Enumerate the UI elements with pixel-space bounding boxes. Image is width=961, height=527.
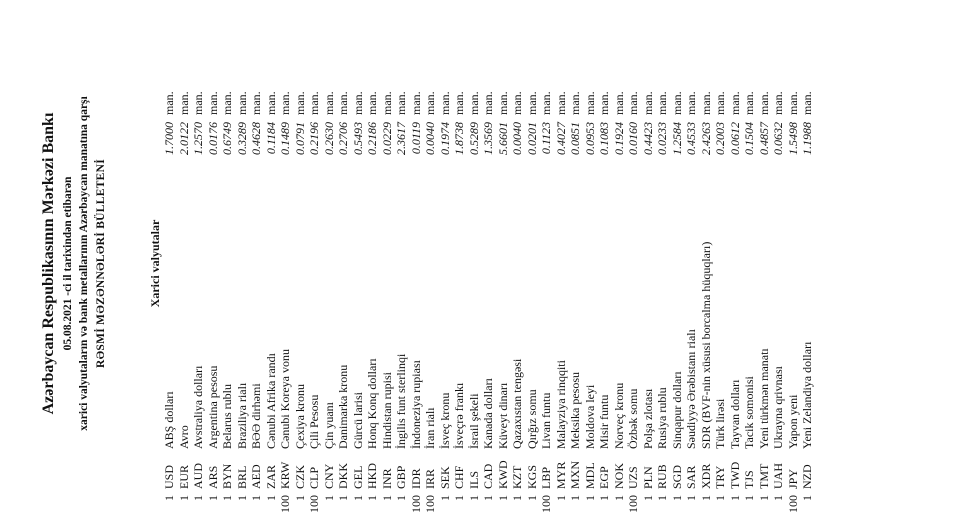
row-currency-name: Avstraliya dolları [191,365,205,449]
row-currency-code: INR [379,468,394,489]
row-rate: 0.0612 [727,122,742,155]
row-currency-name: İngilis funt sterlinqi [394,353,408,449]
row-currency-code: ARS [205,465,220,489]
row-quantity: 100 [626,495,640,513]
row-quantity: 1 [611,495,626,501]
row-rate: 2.4263 [698,122,713,155]
row-currency-name: Qazaxıstan tengəsi [510,358,524,449]
row-currency-code: KGS [524,464,539,489]
row-quantity: 1 [771,495,785,501]
row-quantity: 1 [263,495,278,501]
row-unit: man. [408,91,423,115]
row-currency-name: Səudiyyə Ərəbistanı rialı [684,329,698,449]
row-currency-code: AUD [191,463,205,489]
row-rate: 0.0632 [771,122,785,155]
table-row [380,0,395,527]
row-currency-name: Belarus rublu [220,384,234,449]
row-rate: 0.0229 [379,122,394,155]
row-rate: 0.5289 [466,122,481,155]
row-quantity: 1 [234,495,249,501]
page-subtitle: xarici valyutaların və bank metallarının Azərbaycan manatına qarşı [78,96,90,431]
row-rate: 0.1123 [539,122,553,155]
row-currency-code: LBP [539,466,553,489]
row-unit: man. [234,91,249,115]
row-rate: 0.4027 [553,122,568,155]
row-quantity: 1 [336,495,350,501]
row-currency-code: CAD [481,463,495,489]
row-rate: 0.4628 [249,122,263,155]
row-unit: man. [568,91,582,115]
row-unit: man. [350,91,365,115]
table-row [641,0,656,527]
row-unit: man. [510,91,524,115]
row-rate: 0.1489 [278,122,292,155]
row-currency-code: TRY [713,465,727,489]
row-quantity: 1 [553,495,568,501]
row-rate: 0.1974 [437,122,452,155]
row-rate: 0.0851 [568,122,582,155]
row-quantity: 1 [394,495,408,501]
row-quantity: 1 [350,495,365,501]
table-row [568,0,583,527]
row-unit: man. [394,91,408,115]
row-rate: 0.1184 [263,122,278,155]
row-currency-code: TWD [727,461,742,489]
table-row [728,0,743,527]
row-quantity: 100 [307,495,321,513]
row-quantity: 1 [669,495,684,501]
table-row [510,0,525,527]
row-rate: 0.2706 [336,122,350,155]
row-quantity: 1 [800,495,814,501]
row-currency-name: İsveçrə frankı [452,382,466,449]
row-currency-code: ZAR [263,465,278,489]
row-rate: 0.2630 [321,122,336,155]
row-unit: man. [365,91,379,115]
row-quantity: 1 [727,495,742,501]
row-currency-code: EGP [597,466,611,489]
row-currency-name: Malayziya rinqqiti [553,360,568,449]
row-unit: man. [176,91,191,115]
table-row [249,0,264,527]
row-unit: man. [452,91,466,115]
row-currency-code: MXN [568,460,582,489]
row-unit: man. [336,91,350,115]
row-unit: man. [742,91,756,115]
row-quantity: 1 [292,495,307,501]
row-currency-code: NOK [611,463,626,489]
row-currency-name: Danimarka kronu [336,364,350,449]
row-currency-code: HKD [365,463,379,489]
row-currency-code: BYN [220,463,234,489]
row-currency-name: BƏƏ dirhəmi [249,383,263,449]
row-currency-name: SDR (BVF-nin xüsusi borcalma hüquqları) [698,241,713,449]
row-quantity: 1 [321,495,336,501]
row-currency-name: Livan funtu [539,392,553,449]
row-quantity: 1 [379,495,394,501]
row-currency-code: BRL [234,465,249,489]
table-row [177,0,192,527]
row-currency-name: Yapon yeni [785,394,800,449]
row-quantity: 1 [176,495,191,501]
row-quantity: 1 [756,495,771,501]
row-rate: 5.6601 [495,122,510,155]
row-currency-name: Çili Pesosu [307,394,321,449]
row-currency-code: UZS [626,466,640,489]
row-currency-code: UAH [771,463,785,489]
row-rate: 2.0122 [176,122,191,155]
row-currency-name: Qırğız somu [524,389,539,449]
row-unit: man. [785,91,800,115]
row-currency-name: Meksika pesosu [568,372,582,449]
row-quantity: 100 [785,495,800,513]
row-currency-code: CHF [452,465,466,489]
row-currency-code: XDR [698,463,713,489]
row-currency-code: RUB [655,464,669,489]
row-currency-name: Avro [176,425,191,449]
row-rate: 0.0040 [510,122,524,155]
row-quantity: 1 [162,495,176,501]
row-currency-name: Ukrayna qrivnası [771,366,785,449]
table-row [278,0,293,527]
row-rate: 0.0953 [582,122,597,155]
row-currency-name: Çin yuanı [321,402,336,449]
row-currency-code: EUR [176,465,191,489]
row-currency-name: Braziliya rialı [234,382,249,449]
row-currency-name: Özbək somu [626,388,640,449]
table-row [539,0,554,527]
row-rate: 0.1504 [742,122,756,155]
row-quantity: 1 [249,495,263,501]
row-quantity: 1 [495,495,510,501]
section-heading: Xarici valyutalar [148,219,162,308]
row-rate: 0.5493 [350,122,365,155]
row-rate: 0.0791 [292,122,307,155]
row-currency-code: KWD [495,460,510,489]
row-rate: 1.5498 [785,122,800,155]
row-unit: man. [437,91,452,115]
row-rate: 0.4423 [640,122,655,155]
row-unit: man. [278,91,292,115]
row-currency-code: NZD [800,464,814,489]
row-unit: man. [263,91,278,115]
table-row [162,0,177,527]
row-currency-code: CLP [307,466,321,489]
row-currency-name: Rusiya rublu [655,387,669,449]
row-currency-name: Misir funtu [597,394,611,449]
row-rate: 0.0176 [205,122,220,155]
table-row [351,0,366,527]
row-unit: man. [307,91,321,115]
row-currency-code: KZT [510,465,524,489]
row-currency-code: JPY [785,468,800,489]
row-unit: man. [524,91,539,115]
row-quantity: 1 [220,495,234,501]
row-unit: man. [655,91,669,115]
table-row [713,0,728,527]
table-row [554,0,569,527]
row-rate: 0.2196 [307,122,321,155]
table-row [467,0,482,527]
table-row [394,0,409,527]
row-currency-code: KRW [278,461,292,489]
table-row [583,0,598,527]
row-currency-code: SAR [684,465,698,489]
row-rate: 0.2186 [365,122,379,155]
row-rate: 0.0233 [655,122,669,155]
row-currency-name: Küveyt dinarı [495,382,510,449]
row-currency-code: TMT [756,463,771,489]
table-row [481,0,496,527]
row-unit: man. [756,91,771,115]
row-rate: 0.0040 [423,122,437,155]
row-currency-code: TJS [742,470,756,489]
table-row [742,0,757,527]
row-currency-name: Moldova leyi [582,384,597,449]
row-rate: 0.1083 [597,122,611,155]
row-currency-code: ILS [466,471,481,489]
row-quantity: 1 [698,495,713,501]
row-quantity: 1 [437,495,452,501]
row-currency-name: İsveç kronu [437,392,452,449]
row-currency-code: MYR [553,461,568,489]
row-unit: man. [713,91,727,115]
table-row [365,0,380,527]
row-unit: man. [582,91,597,115]
row-rate: 0.4857 [756,122,771,155]
row-currency-code: CNY [321,463,336,489]
row-unit: man. [495,91,510,115]
table-row [322,0,337,527]
row-currency-name: ABŞ dolları [162,391,176,449]
row-unit: man. [205,91,220,115]
row-unit: man. [423,91,437,115]
row-unit: man. [553,91,568,115]
row-currency-name: Honq Konq dolları [365,358,379,449]
row-unit: man. [727,91,742,115]
row-unit: man. [597,91,611,115]
table-row [220,0,235,527]
row-unit: man. [640,91,655,115]
table-row [655,0,670,527]
row-currency-name: Çexiya kronu [292,384,307,449]
row-quantity: 100 [278,495,292,513]
row-rate: 1.7000 [162,122,176,155]
row-currency-name: Gürcü larisi [350,392,365,449]
row-unit: man. [669,91,684,115]
row-rate: 1.2570 [191,122,205,155]
table-row [452,0,467,527]
page-title: Azərbaycan Respublikasının Mərkəzi Bankı [40,112,57,415]
row-rate: 0.2003 [713,122,727,155]
row-currency-name: Cənubi Koreya vonu [278,349,292,449]
row-unit: man. [191,91,205,115]
row-quantity: 100 [408,495,423,513]
row-currency-name: Cənubi Afrika randı [263,353,278,449]
row-currency-name: Türk lirəsi [713,398,727,449]
row-rate: 0.0119 [408,122,423,155]
row-quantity: 1 [365,495,379,501]
row-quantity: 1 [597,495,611,501]
row-currency-code: IRR [423,468,437,489]
row-unit: man. [539,91,553,115]
row-currency-code: IDR [408,468,423,489]
bulletin-heading: RƏSMİ MƏZƏNNƏLƏRİ BÜLLETENİ [95,158,107,369]
row-unit: man. [220,91,234,115]
row-unit: man. [771,91,785,115]
row-quantity: 1 [205,495,220,501]
table-row [264,0,279,527]
row-currency-name: Sinqapur dolları [669,371,684,449]
row-rate: 0.6749 [220,122,234,155]
table-row [771,0,786,527]
row-currency-code: MDL [582,462,597,489]
table-row [786,0,801,527]
row-quantity: 1 [524,495,539,501]
row-rate: 2.3617 [394,122,408,155]
row-quantity: 1 [655,495,669,501]
row-unit: man. [800,91,814,115]
row-currency-name: Norveç kronu [611,382,626,449]
rates-table [162,0,815,527]
table-row [496,0,511,527]
row-unit: man. [162,91,176,115]
row-quantity: 1 [713,495,727,501]
row-quantity: 1 [582,495,597,501]
row-unit: man. [698,91,713,115]
row-unit: man. [249,91,263,115]
row-rate: 1.8738 [452,122,466,155]
row-currency-code: DKK [336,463,350,489]
row-rate: 0.1924 [611,122,626,155]
row-unit: man. [379,91,394,115]
row-currency-code: AED [249,464,263,489]
row-currency-name: Yeni türkmən manatı [756,348,771,449]
row-quantity: 1 [510,495,524,501]
row-currency-name: İndoneziya rupiası [408,360,423,449]
table-row [438,0,453,527]
row-currency-code: CZK [292,465,307,489]
row-rate: 0.3289 [234,122,249,155]
row-currency-name: Tacik somonisi [742,376,756,449]
row-currency-code: USD [162,464,176,489]
table-row [307,0,322,527]
row-unit: man. [466,91,481,115]
row-rate: 1.1988 [800,122,814,155]
row-quantity: 1 [684,495,698,501]
row-unit: man. [611,91,626,115]
row-quantity: 1 [452,495,466,501]
table-row [684,0,699,527]
table-row [597,0,612,527]
row-quantity: 1 [742,495,756,501]
row-rate: 0.4533 [684,122,698,155]
row-currency-code: GEL [350,465,365,489]
row-currency-code: PLN [640,466,655,489]
row-currency-name: İsrail şekeli [466,393,481,449]
row-rate: 1.2584 [669,122,684,155]
row-rate: 0.0201 [524,122,539,155]
table-row [235,0,250,527]
effective-date: 05.08.2021 -ci il tarixindən etibarən [62,176,74,351]
table-row [191,0,206,527]
table-row [699,0,714,527]
row-currency-name: İran rialı [423,407,437,449]
row-rate: 1.3569 [481,122,495,155]
row-quantity: 1 [568,495,582,501]
row-currency-name: Tayvan dolları [727,379,742,449]
row-currency-code: SGD [669,464,684,489]
row-currency-name: Yeni Zelandiya dolları [800,341,814,449]
table-row [757,0,772,527]
row-unit: man. [626,91,640,115]
table-row [423,0,438,527]
row-quantity: 1 [191,495,205,501]
row-currency-name: Hindistan rupisi [379,372,394,449]
row-rate: 0.0160 [626,122,640,155]
row-quantity: 1 [466,495,481,501]
row-quantity: 1 [640,495,655,501]
table-row [336,0,351,527]
table-row [293,0,308,527]
row-unit: man. [321,91,336,115]
row-currency-code: GBP [394,465,408,489]
row-quantity: 100 [539,495,553,513]
table-row [206,0,221,527]
row-quantity: 100 [423,495,437,513]
table-row [612,0,627,527]
table-row [800,0,815,527]
table-row [525,0,540,527]
table-row [626,0,641,527]
row-currency-name: Kanada dolları [481,378,495,449]
row-quantity: 1 [481,495,495,501]
table-row [670,0,685,527]
row-currency-name: Argentina pesosu [205,365,220,449]
row-currency-code: SEK [437,466,452,489]
row-unit: man. [481,91,495,115]
row-unit: man. [292,91,307,115]
row-unit: man. [684,91,698,115]
table-row [409,0,424,527]
row-currency-name: Polşa zlotası [640,388,655,449]
